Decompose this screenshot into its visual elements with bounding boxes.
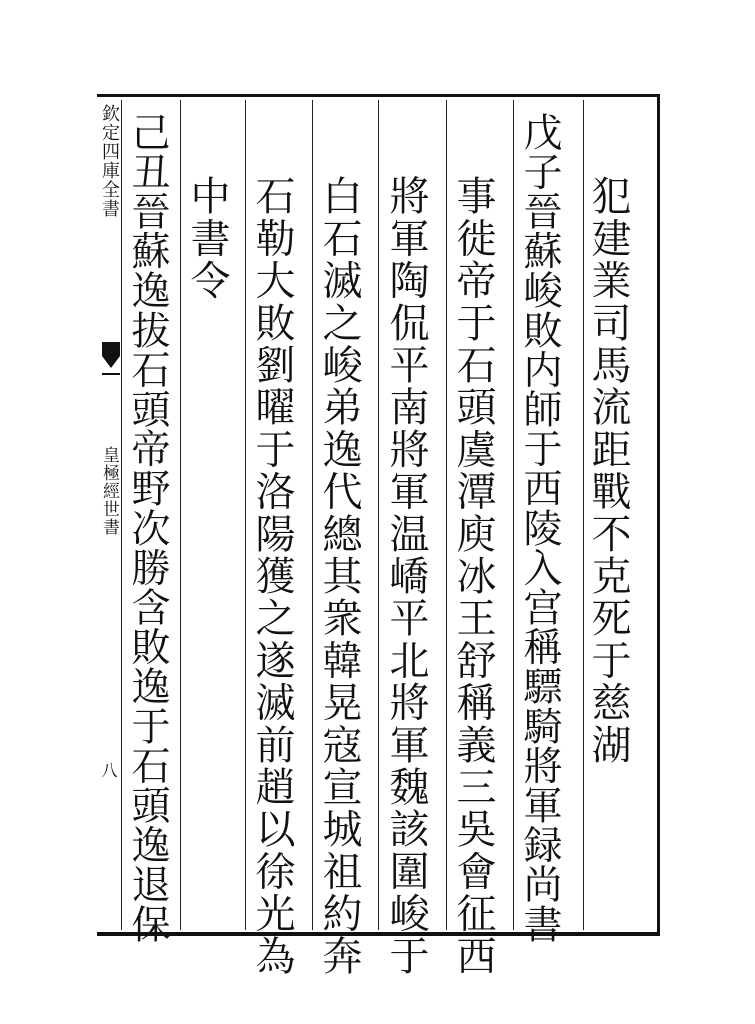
text-column-1: 犯建業司馬流距戰不克死于慈湖 (585, 175, 631, 766)
text-column-4: 將軍陶侃平南將軍温嶠平北將軍魏該圍峻于 (383, 175, 429, 977)
column-rule (513, 100, 514, 930)
column-rule (446, 100, 447, 930)
column-rule (583, 100, 584, 930)
text-column-5: 白石滅之峻弟逸代總其衆韓晃寇宣城祖約奔 (316, 175, 362, 977)
text-column-2: 戊子晉蘇峻敗内師于西陵入宫稱驃騎將軍録尚書 (517, 112, 562, 944)
column-rule (245, 100, 246, 930)
column-rule (180, 100, 181, 930)
column-rule (312, 100, 313, 930)
text-column-7: 中書令 (184, 175, 230, 302)
column-rule (378, 100, 379, 930)
fish-tail-icon (100, 340, 122, 380)
spine-title: 欽定四庫全書 (99, 104, 120, 218)
text-column-8: 己丑晉蘇逸拔石頭帝野次勝含敗逸于石頭逸退保 (125, 112, 170, 944)
spine-subtitle: 皇極經世書 (99, 446, 119, 536)
text-column-6: 石勒大敗劉曜于洛陽獲之遂滅前趙以徐光為 (249, 175, 295, 977)
text-column-3: 事徙帝于石頭虞潭庾冰王舒稱義三吳會征西 (450, 175, 496, 977)
page-number: 八 (99, 762, 118, 778)
column-rule (121, 100, 122, 930)
